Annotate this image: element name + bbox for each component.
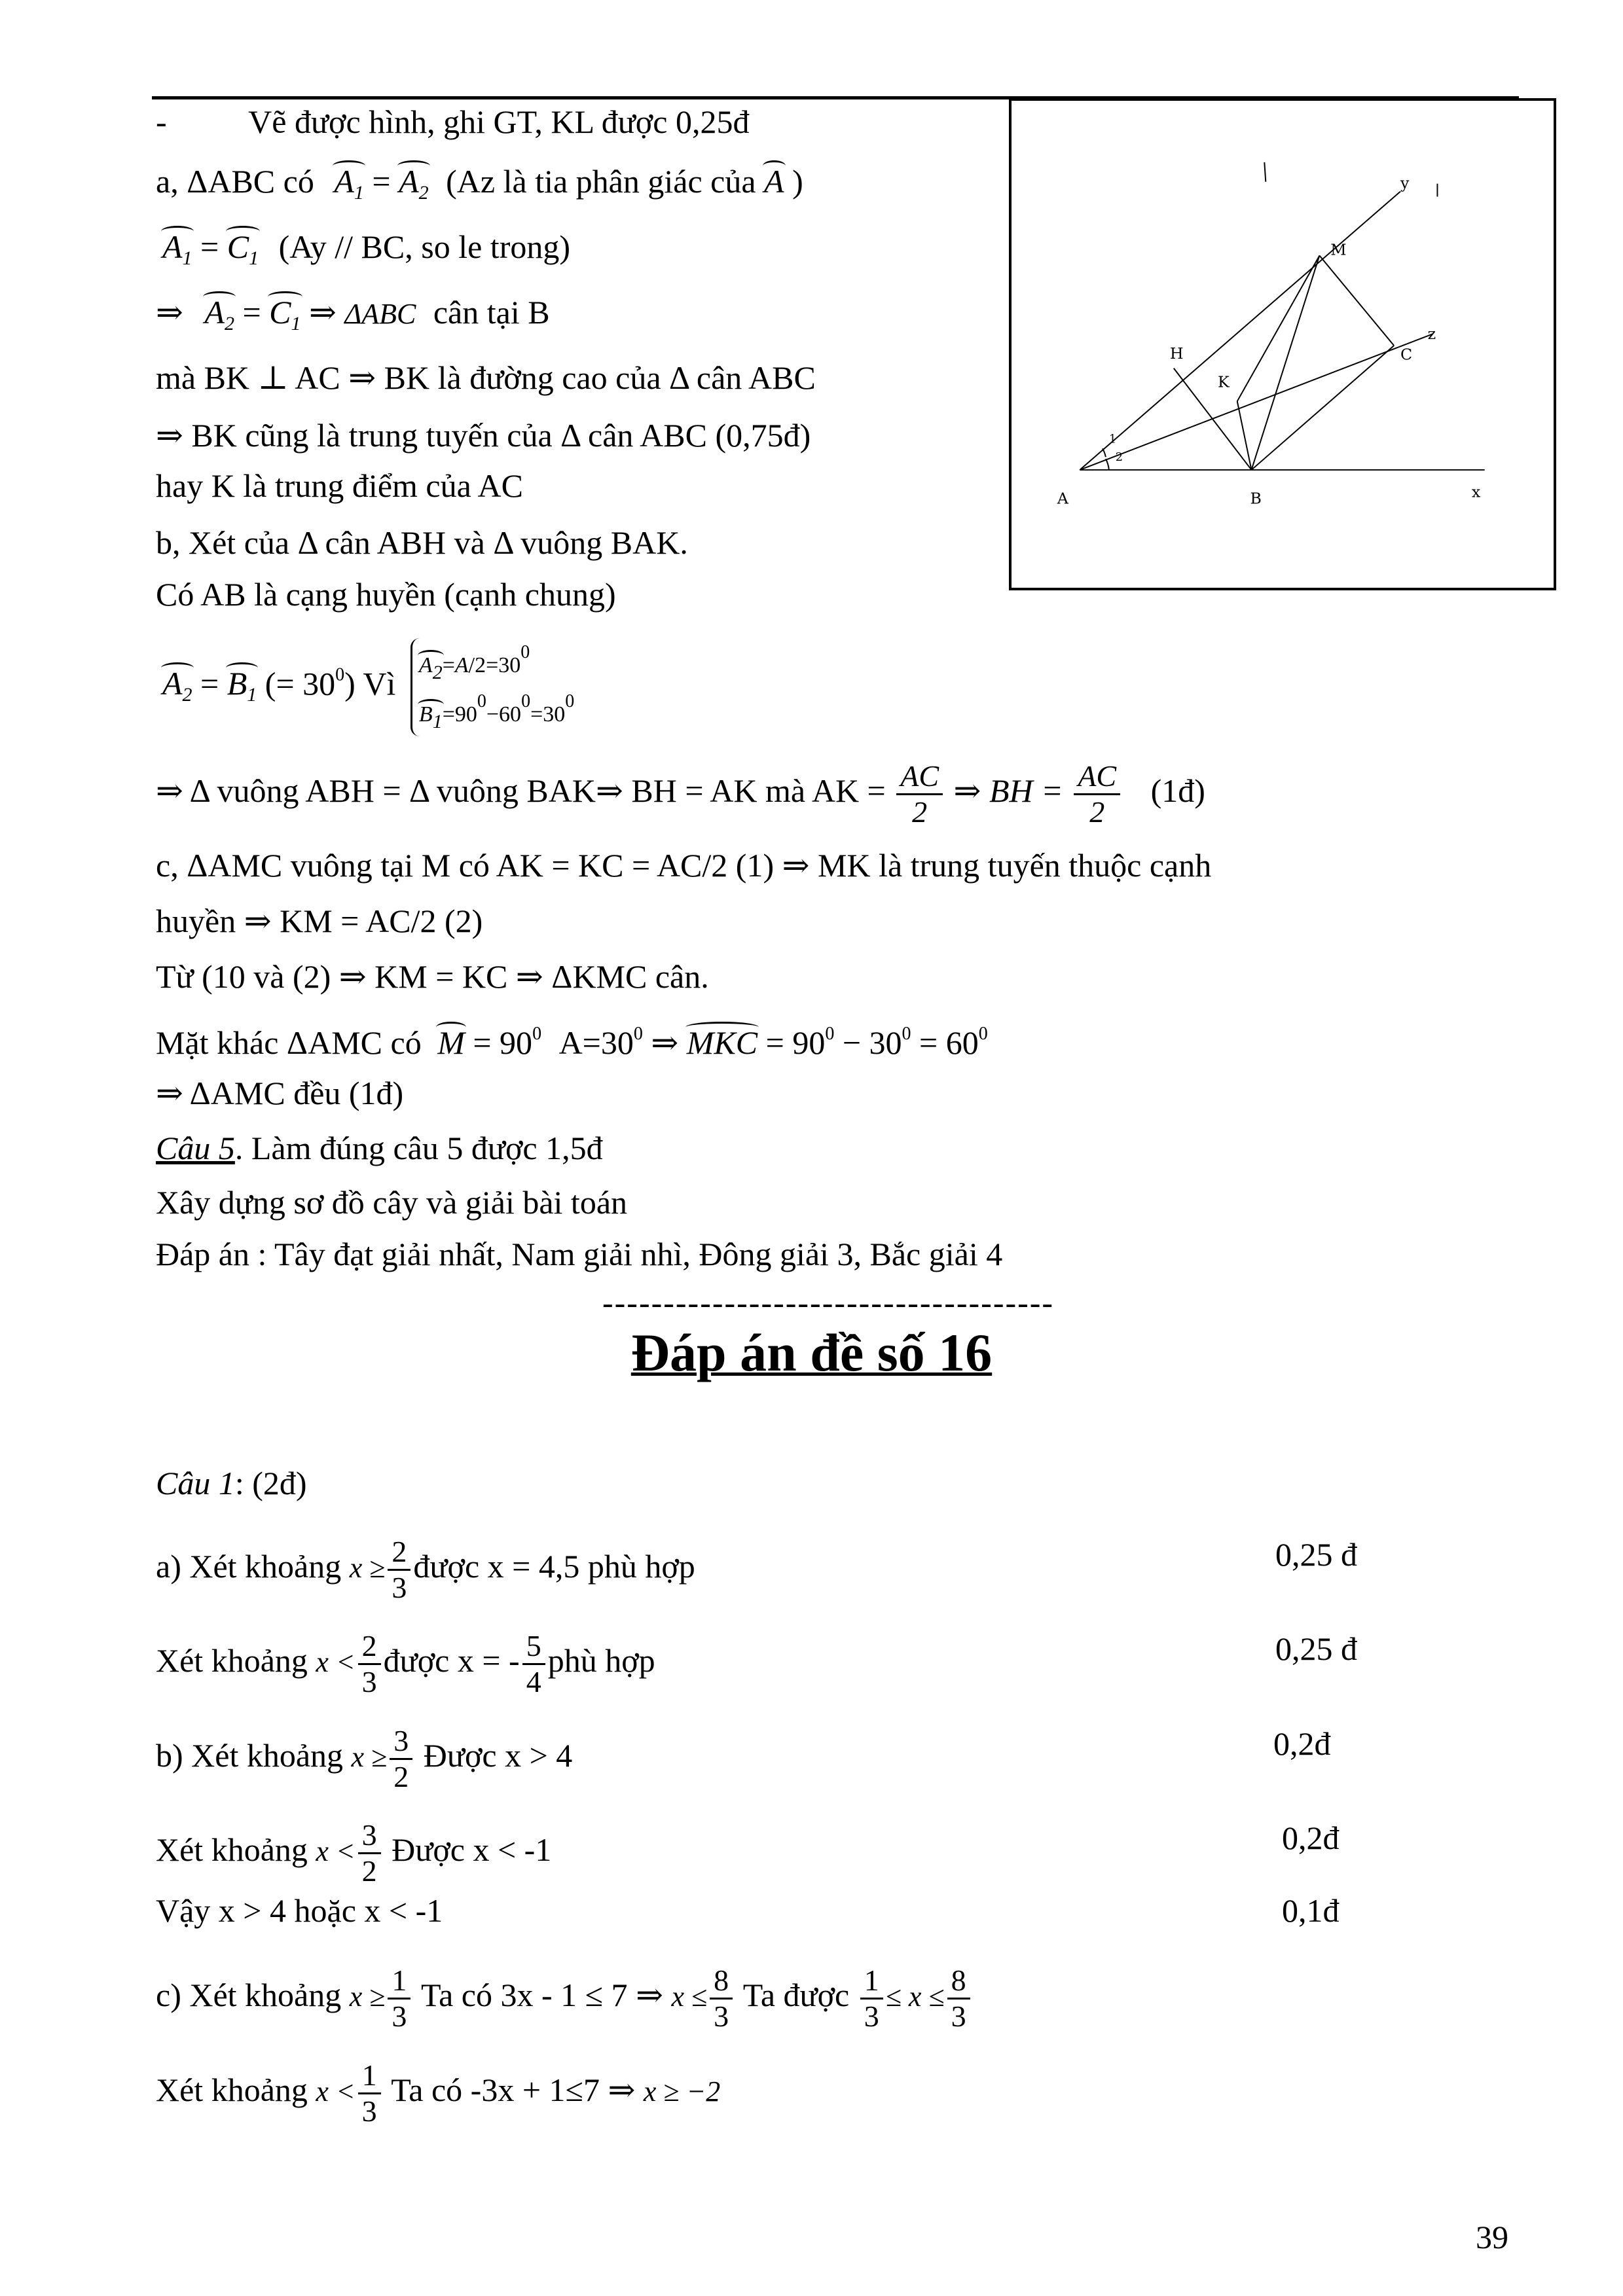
row-a2-text-c: phù hợp <box>547 1641 655 1679</box>
line-15: Mặt khác ΔAMC có $M = 90^0$ $A=30^0$ ⇒ MKC = $90^0 - 30^0 = 60^0$ <box>156 1024 988 1061</box>
label-z: z <box>1427 325 1436 344</box>
fraction-8-3: $\frac{8}{3}$ <box>710 1964 733 2034</box>
row-a1 <box>156 1535 695 1605</box>
stray-mark <box>1264 162 1266 182</box>
geometry-figure <box>1009 98 1556 590</box>
line-10 <box>162 638 574 736</box>
implies-sign: ⇒ <box>636 1976 663 2013</box>
segment-mb <box>1252 255 1320 469</box>
implies-sign: ⇒ <box>156 294 183 331</box>
system-brace <box>410 638 574 736</box>
row-b2-text-a: Xét khoảng <box>156 1831 308 1868</box>
eq-sign: = <box>372 163 391 200</box>
line-14: Từ (10 và (2) ⇒ KM = KC ⇒ ΔKMC cân. <box>156 958 709 995</box>
a30: A=30 <box>558 1024 634 1061</box>
eq-sign: = <box>242 294 261 331</box>
angle-A1: $A_1$ <box>162 227 192 278</box>
fraction-2-3: $\frac{2}{3}$ <box>388 1535 410 1605</box>
line-10-text-c: ) Vì <box>344 665 396 702</box>
score-a1: 0,25 đ <box>1275 1536 1357 1573</box>
fraction-ac-2: $\frac{AC}{2}$ <box>1074 759 1120 829</box>
row-b2-text-b: Được x < -1 <box>392 1831 552 1868</box>
row-c1-text-a: c) Xét khoảng <box>156 1976 342 2013</box>
angle-B1: $B_1$ <box>227 664 257 715</box>
line-17-text: . Làm đúng câu 5 được 1,5đ <box>234 1130 603 1166</box>
geometry-svg <box>1012 101 1554 588</box>
ray-ay <box>1080 192 1400 470</box>
row-a1-text-b: được x = 4,5 phù hợp <box>413 1547 695 1585</box>
cau-5-label: Câu 5 <box>156 1130 235 1166</box>
eq-sign: = <box>200 665 219 702</box>
score-1d: (1đ) <box>1150 772 1205 809</box>
ray-az <box>1080 334 1432 470</box>
score-a2: 0,25 đ <box>1275 1630 1357 1667</box>
mkc-rhs: = 90 <box>765 1024 826 1061</box>
fraction-1-3: $\frac{1}{3}$ <box>860 1964 883 2034</box>
row-a2-text-b: được x = - <box>383 1641 520 1679</box>
row-b1-text-a: b) Xét khoảng <box>156 1736 344 1774</box>
ineq: x < <box>316 1835 356 1867</box>
line-2 <box>156 162 803 213</box>
segment-bc <box>1252 346 1395 470</box>
row-c2-text-a: Xét khoảng <box>156 2071 308 2108</box>
angle-C1: $C_1$ <box>227 227 259 278</box>
ineq: ≤ x ≤ <box>885 1980 945 2013</box>
row-b2 <box>156 1818 551 1888</box>
section-title <box>0 1322 1623 1384</box>
line-10-text-b: (= 30 <box>264 665 336 702</box>
implies-sign: ⇒ <box>608 2071 636 2108</box>
bullet-dash: - <box>156 103 167 140</box>
cau-1-points: : (2đ) <box>234 1465 307 1501</box>
angle-arc-a2 <box>1106 459 1109 470</box>
row-c2 <box>156 2058 720 2128</box>
line-8: b, Xét của Δ cân ABH và Δ vuông BAK. <box>156 524 688 561</box>
line-3-text: (Ay // BC, so le trong) <box>278 228 570 265</box>
fraction-5-4: $\frac{5}{4}$ <box>522 1629 545 1699</box>
line-9: Có AB là cạng huyền (cạnh chung) <box>156 576 616 613</box>
line-2-text-b: (Az là tia phân giác của <box>446 163 756 200</box>
label-m: M <box>1330 240 1347 259</box>
angle-MKC: MKC <box>686 1024 758 1061</box>
bh-expr: BH = <box>989 772 1063 809</box>
angle-A1: $A_1$ <box>334 162 364 213</box>
label-h: H <box>1169 344 1184 363</box>
line-1-text: Vẽ được hình, ghi GT, KL được 0,25đ <box>248 103 750 140</box>
label-k: K <box>1218 372 1230 391</box>
line-2-text-a: a, ΔABC có <box>156 163 314 200</box>
segment-mc <box>1319 255 1394 346</box>
line-6: ⇒ BK cũng là trung tuyến của Δ cân ABC (0,75đ) <box>156 417 811 454</box>
triangle-abc: ΔABC <box>344 298 416 330</box>
line-15-text: Mặt khác ΔAMC có <box>156 1024 422 1061</box>
row-b3: Vậy x > 4 hoặc x < -1 <box>156 1892 443 1929</box>
line-3 <box>162 227 570 278</box>
row-b1 <box>156 1724 572 1794</box>
row-c1-text-b: Ta có 3x - 1 ≤ 7 <box>421 1976 628 2013</box>
line-1 <box>156 102 749 141</box>
mkc-minus: − 30 <box>842 1024 902 1061</box>
system-row-1: $A2=A/2=30^0$ <box>419 638 574 687</box>
angle-C1: $C_1$ <box>269 293 301 344</box>
line-12: c, ΔAMC vuông tại M có AK = KC = AC/2 (1) ⇒ MK là trung tuyến thuộc cạnh <box>156 847 1212 884</box>
row-c1 <box>156 1964 973 2034</box>
fraction-2-3: $\frac{2}{3}$ <box>358 1629 381 1699</box>
segment-bh <box>1174 368 1252 470</box>
line-4-text: cân tại B <box>433 294 550 331</box>
angle-arc-a1 <box>1103 448 1106 457</box>
line-4 <box>156 293 550 344</box>
label-y: y <box>1400 173 1410 192</box>
row-c2-text-b: Ta có -3x + 1≤7 <box>391 2071 600 2108</box>
angle-A: A <box>764 163 784 200</box>
separator: ------------------------------------- <box>602 1284 1055 1321</box>
degree: 0 <box>335 664 345 685</box>
fraction-3-2: $\frac{3}{2}$ <box>358 1818 381 1888</box>
line-7: hay K là trung điểm của AC <box>156 467 523 504</box>
score-b2: 0,2đ <box>1282 1820 1340 1856</box>
mkc-eq: = 60 <box>919 1024 979 1061</box>
angle-A2: $A_2$ <box>162 664 192 715</box>
angle-A2: $A_2$ <box>399 162 429 213</box>
ineq: x ≥ <box>351 1740 388 1773</box>
row-b1-text-b: Được x > 4 <box>423 1736 573 1774</box>
system-row-2: $B1=90^0-60^0=30^0$ <box>419 687 574 736</box>
fraction-8-3: $\frac{8}{3}$ <box>947 1964 970 2034</box>
ineq: x ≥ −2 <box>643 2075 721 2108</box>
line-16: ⇒ ΔAMC đều (1đ) <box>156 1075 404 1111</box>
row-a2-text-a: Xét khoảng <box>156 1641 308 1679</box>
m90: = 90 <box>473 1024 533 1061</box>
close-paren: ) <box>792 163 803 200</box>
cau-1-label: Câu 1 <box>156 1465 235 1501</box>
label-a: A <box>1057 489 1068 508</box>
ineq: x < <box>316 2075 356 2108</box>
row-a2 <box>156 1629 655 1699</box>
label-1: 1 <box>1108 432 1117 446</box>
segment-mk <box>1237 255 1320 401</box>
line-18: Xây dựng sơ đồ cây và giải bài toán <box>156 1184 628 1221</box>
line-19: Đáp án : Tây đạt giải nhất, Nam giải nhì, Đông giải 3, Bắc giải 4 <box>156 1236 1003 1272</box>
fraction-1-3: $\frac{1}{3}$ <box>358 2058 381 2128</box>
label-b: B <box>1250 489 1262 508</box>
eq-sign: = <box>200 228 219 265</box>
implies-sign: ⇒ <box>309 294 337 331</box>
line-11-text: ⇒ Δ vuông ABH = Δ vuông BAK⇒ BH = AK mà AK = <box>156 772 886 809</box>
row-c1-text-c: Ta được <box>742 1976 850 2013</box>
line-11 <box>156 759 1205 829</box>
cau-1-heading <box>156 1463 307 1503</box>
ineq: x ≥ <box>349 1551 386 1584</box>
score-b1: 0,2đ <box>1273 1725 1331 1762</box>
line-5: mà BK ⊥ AC ⇒ BK là đường cao của Δ cân ABC <box>156 359 816 396</box>
ineq: x < <box>316 1645 356 1678</box>
angle-M: M <box>437 1024 465 1061</box>
label-c: C <box>1400 345 1413 364</box>
label-x: x <box>1471 482 1481 501</box>
fraction-3-2: $\frac{3}{2}$ <box>390 1724 412 1794</box>
ineq: x ≤ <box>671 1980 708 2013</box>
page-number: 39 <box>1476 2219 1508 2255</box>
section-title-text: Đáp án đề số 16 <box>630 1323 993 1382</box>
line-17 <box>156 1128 603 1168</box>
label-2: 2 <box>1115 450 1123 465</box>
implies-sign: ⇒ <box>651 1024 679 1061</box>
angle-A2: $A_2$ <box>204 293 234 344</box>
line-13: huyền ⇒ KM = AC/2 (2) <box>156 903 483 939</box>
ineq: x ≥ <box>349 1980 386 2013</box>
fraction-1-3: $\frac{1}{3}$ <box>388 1964 410 2034</box>
fraction-ac-2: $\frac{AC}{2}$ <box>896 759 943 829</box>
implies-sign: ⇒ <box>953 772 981 809</box>
row-a1-text-a: a) Xét khoảng <box>156 1547 342 1585</box>
score-b3: 0,1đ <box>1282 1892 1340 1929</box>
